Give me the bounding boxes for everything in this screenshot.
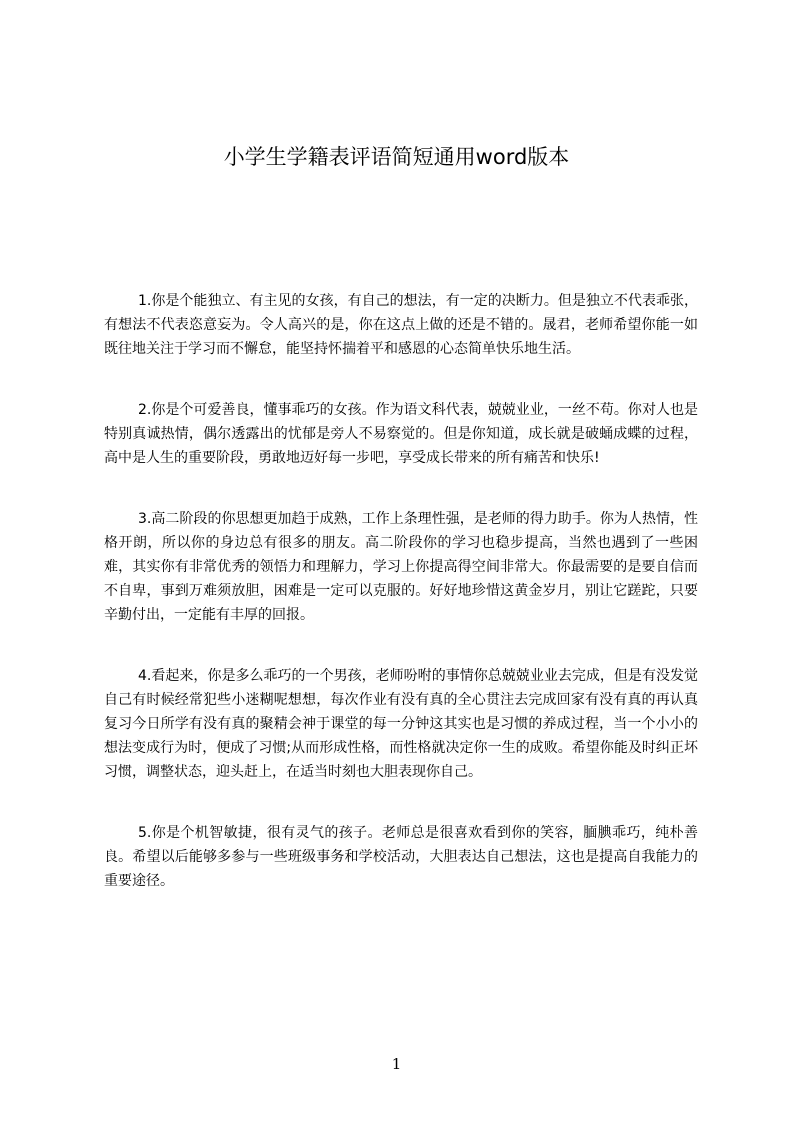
page-number: 1 bbox=[391, 1055, 402, 1073]
paragraph-5: 5.你是个机智敏捷，很有灵气的孩子。老师总是很喜欢看到你的笑容，腼腆乖巧，纯朴善良。希望以后能够多参与一些班级事务和学校活动，大胆表达自己想法，这也是提高自我能力的重要途径。 bbox=[104, 825, 698, 889]
paragraph-1: 1.你是个能独立、有主见的女孩，有自己的想法，有一定的决断力。但是独立不代表乖张，有想法不代表恣意妄为。令人高兴的是，你在这点上做的还是不错的。晟君，老师希望你能一如既往地关注于学习而不懈怠，能坚持怀揣着平和感恩的心态简单快乐地生活。 bbox=[104, 293, 698, 357]
document-body bbox=[104, 289, 698, 930]
paragraph-2: 2.你是个可爱善良，懂事乖巧的女孩。作为语文科代表，兢兢业业，一丝不苟。你对人也是特别真诚热情，偶尔透露出的忧郁是旁人不易察觉的。但是你知道，成长就是破蛹成蝶的过程，高中是人生的重要阶段，勇敢地迈好每一步吧，享受成长带来的所有痛苦和快乐! bbox=[104, 402, 698, 466]
document-title: 小学生学籍表评语简短通用word版本 bbox=[223, 145, 570, 169]
paragraph-3: 3.高二阶段的你思想更加趋于成熟，工作上条理性强，是老师的得力助手。你为人热情，性格开朗，所以你的身边总有很多的朋友。高二阶段你的学习也稳步提高，当然也遇到了一些困难，其实你有非常优秀的领悟力和理解力，学习上你提高得空间非常大。你最需要的是要自信而不自卑，事到万难须放胆，困难是一定可以克服的。好好地珍惜这黄金岁月，别让它蹉跎，只要辛勤付出，一定能有丰厚的回报。 bbox=[104, 511, 698, 623]
paragraph-4: 4.看起来，你是多么乖巧的一个男孩，老师吩咐的事情你总兢兢业业去完成，但是有没发觉自己有时候经常犯些小迷糊呢想想，每次作业有没有真的全心贯注去完成回家有没有真的再认真复习今日所学有没有真的聚精会神于课堂的每一分钟这其实也是习惯的养成过程，当一个小小的想法变成行为时，便成了习惯;从而形成性格，而性格就决定你一生的成败。希望你能及时纠正坏习惯，调整状态，迎头赶上，在适当时刻也大胆表现你自己。 bbox=[104, 668, 698, 780]
